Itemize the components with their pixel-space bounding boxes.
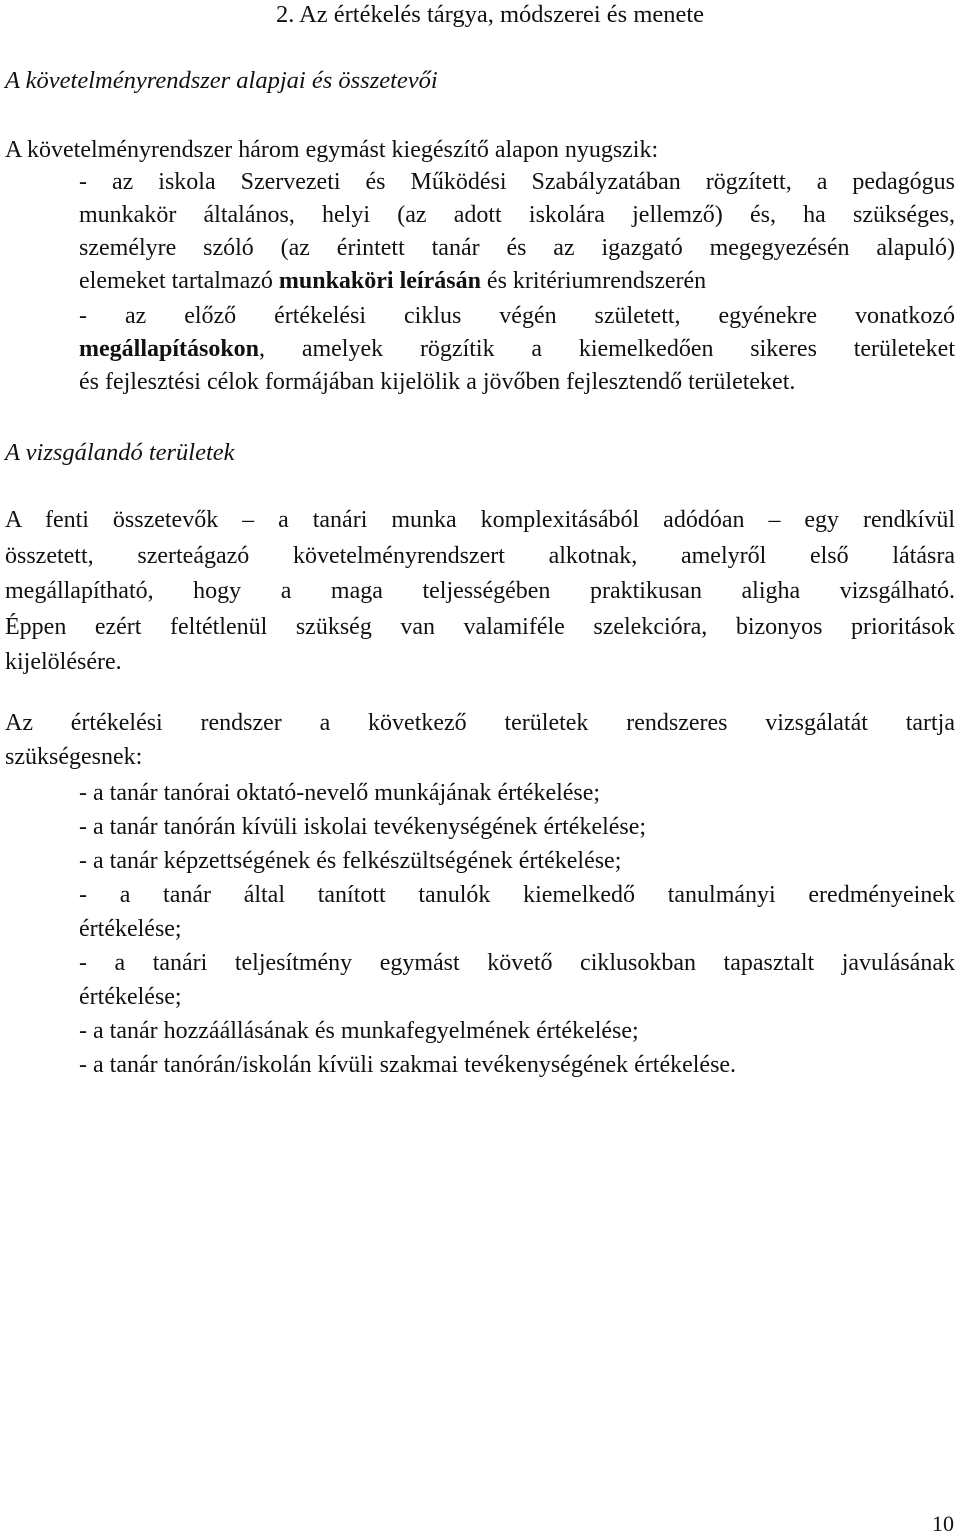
list-item: - a tanár tanórán/iskolán kívüli szakmai tevékenységének értékelése. bbox=[79, 1052, 737, 1078]
para-1-line-3: megállapítható, hogy a maga teljességében praktikusan aligha vizsgálható. bbox=[5, 578, 955, 604]
bullet-2-bold-term: megállapításokon bbox=[79, 336, 260, 362]
bullet-1-line-2: munkakör általános, helyi (az adott iskolára jellemző) és, ha szükséges, bbox=[79, 202, 955, 228]
bullet-job-description bbox=[79, 166, 955, 298]
list-item: - a tanári teljesítmény egymást követő ciklusokban tapasztalt javulásának bbox=[79, 950, 955, 976]
list-item-continuation: értékelése; bbox=[79, 984, 182, 1010]
bullet-1-line-4-end: és kritériumrendszerén bbox=[480, 268, 707, 294]
section-title: 2. Az értékelés tárgya, módszerei és menete bbox=[275, 1, 705, 28]
page-number: 10 bbox=[932, 1511, 954, 1536]
bullet-1-bold-term: munkaköri leírásán bbox=[278, 268, 481, 294]
bullet-2-line-3: és fejlesztési célok formájában kijelölik a jövőben fejlesztendő területeket. bbox=[79, 369, 796, 395]
para-2-line-1: Az értékelési rendszer a következő területek rendszeres vizsgálatát tartja bbox=[5, 710, 955, 736]
evaluation-areas-list bbox=[79, 776, 955, 1082]
bullet-2-line-1: - az előző értékelési ciklus végén született, egyénekre vonatkozó bbox=[79, 303, 955, 329]
para-1-line-5: kijelölésére. bbox=[5, 649, 122, 675]
bullet-1-line-4 bbox=[79, 265, 955, 298]
intro-line: A követelményrendszer három egymást kiegészítő alapon nyugszik: bbox=[5, 137, 659, 163]
paragraph-complexity bbox=[5, 503, 955, 681]
para-1-line-1: A fenti összetevők – a tanári munka komplexitásából adódóan – egy rendkívül bbox=[5, 507, 955, 533]
subheading-components: A követelményrendszer alapjai és összetevői bbox=[5, 67, 438, 94]
bullet-1-line-4-text: elemeket tartalmazó bbox=[79, 268, 279, 294]
intro-sentence bbox=[5, 133, 955, 167]
bullet-1-line-3: személyre szóló (az érintett tanár és az igazgató megegyezésén alapuló) bbox=[79, 235, 955, 261]
bullet-previous-findings bbox=[79, 300, 955, 399]
list-item: - a tanár tanórán kívüli iskolai tevékenységének értékelése; bbox=[79, 814, 647, 840]
list-item: - a tanár tanórai oktató-nevelő munkájának értékelése; bbox=[79, 780, 601, 806]
subheading-areas: A vizsgálandó területek bbox=[5, 439, 235, 466]
para-1-line-2: összetett, szerteágazó követelményrendszert alkotnak, amelyről első látásra bbox=[5, 542, 955, 569]
bullet-2-line-2-text: , amelyek rögzítik a kiemelkedően sikeres területeket bbox=[259, 336, 955, 362]
list-item: - a tanár által tanított tanulók kiemelkedő tanulmányi eredményeinek bbox=[79, 882, 955, 908]
para-2-line-2: szükségesnek: bbox=[5, 744, 143, 770]
bullet-2-line-2 bbox=[79, 333, 955, 366]
paragraph-evaluation-system bbox=[5, 706, 955, 774]
list-item: - a tanár hozzáállásának és munkafegyelmének értékelése; bbox=[79, 1018, 639, 1044]
list-item-continuation: értékelése; bbox=[79, 916, 182, 942]
list-item: - a tanár képzettségének és felkészültségének értékelése; bbox=[79, 848, 622, 874]
para-1-line-4: Éppen ezért feltétlenül szükség van valamiféle szelekcióra, bizonyos prioritások bbox=[5, 613, 955, 640]
bullet-1-line-1: - az iskola Szervezeti és Működési Szabályzatában rögzített, a pedagógus bbox=[79, 169, 955, 195]
